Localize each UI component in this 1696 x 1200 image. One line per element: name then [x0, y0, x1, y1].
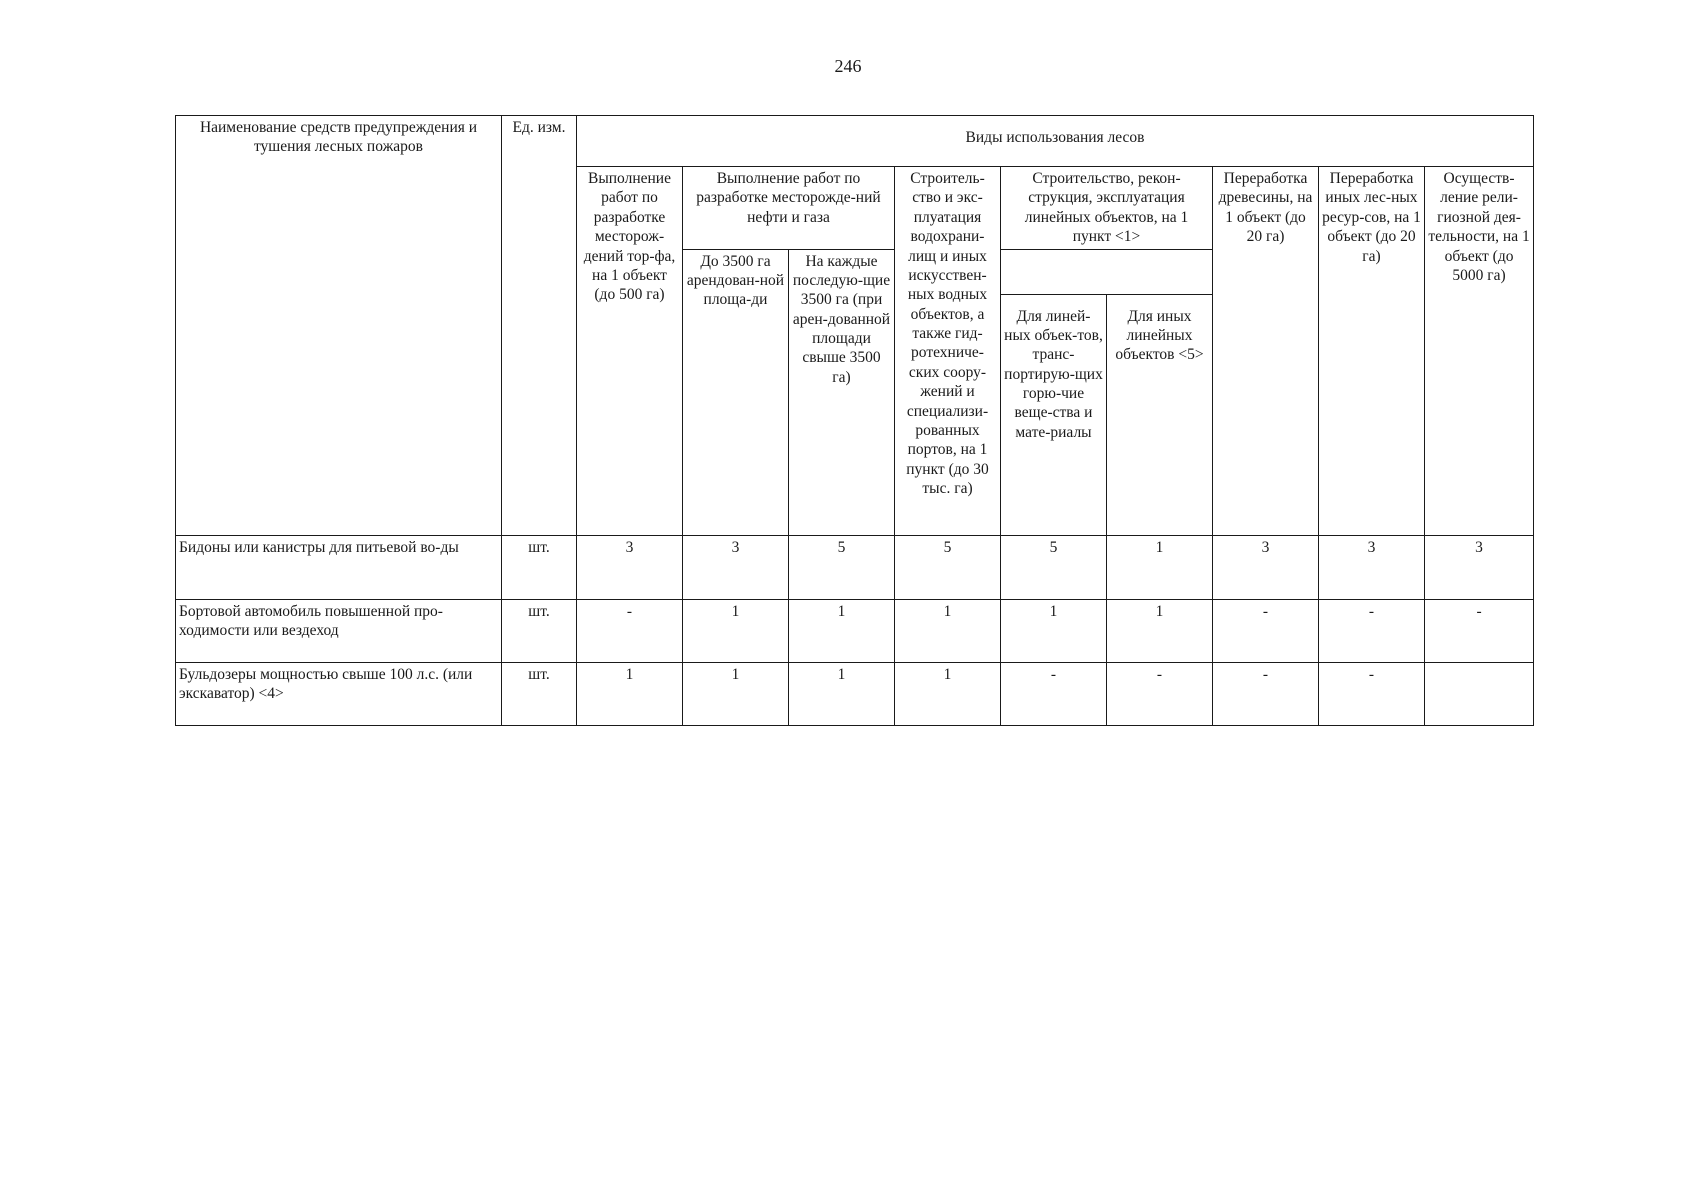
row-unit: шт. — [502, 599, 577, 662]
row-name: Бульдозеры мощностью свыше 100 л.с. (или экскаватор) <4> — [176, 662, 502, 725]
row-value: 3 — [577, 535, 683, 599]
header-oil-gas-sub1: До 3500 га арендован-ной площа-ди — [683, 249, 789, 535]
row-unit: шт. — [502, 535, 577, 599]
row-value: - — [1213, 662, 1319, 725]
row-value: 1 — [683, 662, 789, 725]
row-value: 1 — [1107, 535, 1213, 599]
table-row — [176, 662, 1534, 725]
header-other-resources: Переработка иных лес-ных ресур-сов, на 1 объект (до 20 га) — [1319, 167, 1425, 536]
header-linear-sub2: Для иных линейных объектов <5> — [1107, 294, 1213, 535]
row-name: Бидоны или канистры для питьевой во-ды — [176, 535, 502, 599]
fire-equipment-table — [175, 115, 1534, 726]
row-value: 5 — [1001, 535, 1107, 599]
row-value: 1 — [895, 662, 1001, 725]
header-wood: Переработка древесины, на 1 объект (до 20 га) — [1213, 167, 1319, 536]
header-linear-sub1: Для линей-ных объек-тов, транс-портирую-щих горю-чие веще-ства и мате-риалы — [1001, 294, 1107, 535]
header-oil-gas: Выполнение работ по разработке месторожде-ний нефти и газа — [683, 167, 895, 250]
header-unit: Ед. изм. — [502, 116, 577, 536]
row-value: 1 — [1107, 599, 1213, 662]
row-value — [1425, 662, 1534, 725]
table-row — [176, 599, 1534, 662]
header-water: Строитель-ство и экс-плуатация водохрани-лищ и иных искусствен-ных водных объектов, а также гид-ротехниче-ских соору-жений и специализи-рованных портов, на 1 пункт (до 30 тыс. га) — [895, 167, 1001, 536]
header-peat: Выполнение работ по разработке месторож-дений тор-фа, на 1 объект (до 500 га) — [577, 167, 683, 536]
row-value: 1 — [789, 599, 895, 662]
row-value: - — [1425, 599, 1534, 662]
row-value: - — [1319, 599, 1425, 662]
row-value: 1 — [1001, 599, 1107, 662]
row-value: 1 — [577, 662, 683, 725]
row-value: 3 — [1425, 535, 1534, 599]
row-value: 3 — [1319, 535, 1425, 599]
row-value: - — [1107, 662, 1213, 725]
row-value: 3 — [683, 535, 789, 599]
page-number: 246 — [834, 56, 862, 76]
row-value: 5 — [789, 535, 895, 599]
row-value: 1 — [895, 599, 1001, 662]
row-value: 5 — [895, 535, 1001, 599]
row-value: 1 — [683, 599, 789, 662]
row-unit: шт. — [502, 662, 577, 725]
row-value: 1 — [789, 662, 895, 725]
header-linear: Строительство, рекон-струкция, эксплуатация линейных объектов, на 1 пункт <1> — [1001, 167, 1213, 250]
row-value: - — [577, 599, 683, 662]
header-oil-gas-sub2: На каждые последую-щие 3500 га (при арен-дованной площади свыше 3500 га) — [789, 249, 895, 535]
header-religious: Осуществ-ление рели-гиозной дея-тельности, на 1 объект (до 5000 га) — [1425, 167, 1534, 536]
row-value: - — [1319, 662, 1425, 725]
row-name: Бортовой автомобиль повышенной про-ходимости или вездеход — [176, 599, 502, 662]
table-row — [176, 535, 1534, 599]
row-value: 3 — [1213, 535, 1319, 599]
row-value: - — [1001, 662, 1107, 725]
header-group-title: Виды использования лесов — [577, 116, 1534, 167]
row-value: - — [1213, 599, 1319, 662]
header-name: Наименование средств предупреждения и тушения лесных пожаров — [176, 116, 502, 536]
